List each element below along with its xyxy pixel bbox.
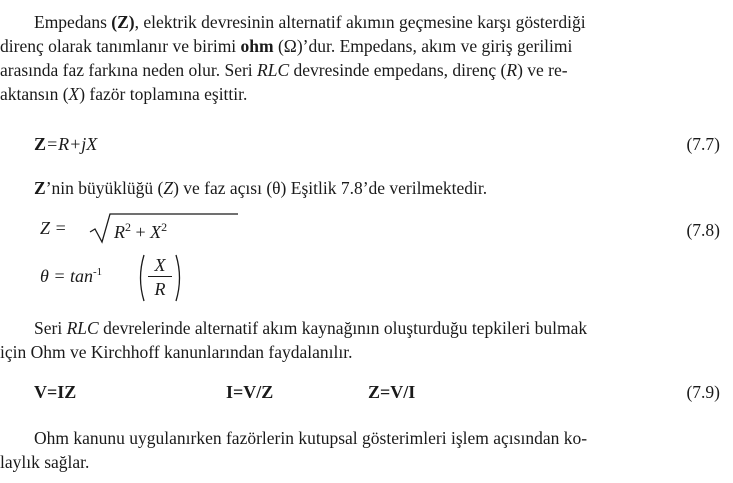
equation-7-8-phase: $\theta = \tan^{-1}$ X R <box>34 252 720 304</box>
ohm-unit: ohm <box>240 36 274 56</box>
equation-number: (7.9) <box>686 382 720 402</box>
left-parenthesis <box>136 253 146 303</box>
ohm-law-i: I=V/Z <box>226 382 274 402</box>
paragraph-magnitude-phase: Z’nin büyüklüğü (Z) ve faz açısı (θ) Eşitlik 7.8’de verilmektedir. <box>34 178 488 198</box>
paragraph-impedance-definition: Empedans (Z), elektrik devresinin alternatif akımın geçmesine karşı gösterdiği direnç olarak tanımlanır ve birimi ohm (Ω)’dur. Empedans, akım ve giriş gerilimi arasında faz farkına neden olur. Seri RLC devresinde empedans, direnç (R) ve re- aktansın (X) fazör toplamına eşittir. <box>0 12 586 104</box>
ohm-law-v: V=IZ <box>34 382 77 402</box>
ohm-law-z: Z=V/I <box>368 382 416 402</box>
equation-number: (7.7) <box>686 134 720 154</box>
equation-7-7: Z=R+jX (7.7) <box>34 134 720 154</box>
impedance-symbol: (Z) <box>111 12 135 32</box>
right-parenthesis <box>174 253 184 303</box>
equation-7-8-magnitude: Z = $R^2 + X^2$ (7.8) <box>34 214 720 248</box>
paragraph-polar-form: Ohm kanunu uygulanırken fazörlerin kutupsal gösterimleri işlem açısından ko- laylık sağlar. <box>0 428 588 472</box>
equation-7-9 <box>34 382 720 410</box>
fraction-x-over-r: X R <box>148 254 172 301</box>
paragraph-rlc-laws: Seri RLC devrelerinde alternatif akım kaynağının oluşturduğu tepkileri bulmak için Ohm ve Kirchhoff kanunlarından faydalanılır. <box>0 318 588 362</box>
equation-number: (7.8) <box>686 220 720 240</box>
